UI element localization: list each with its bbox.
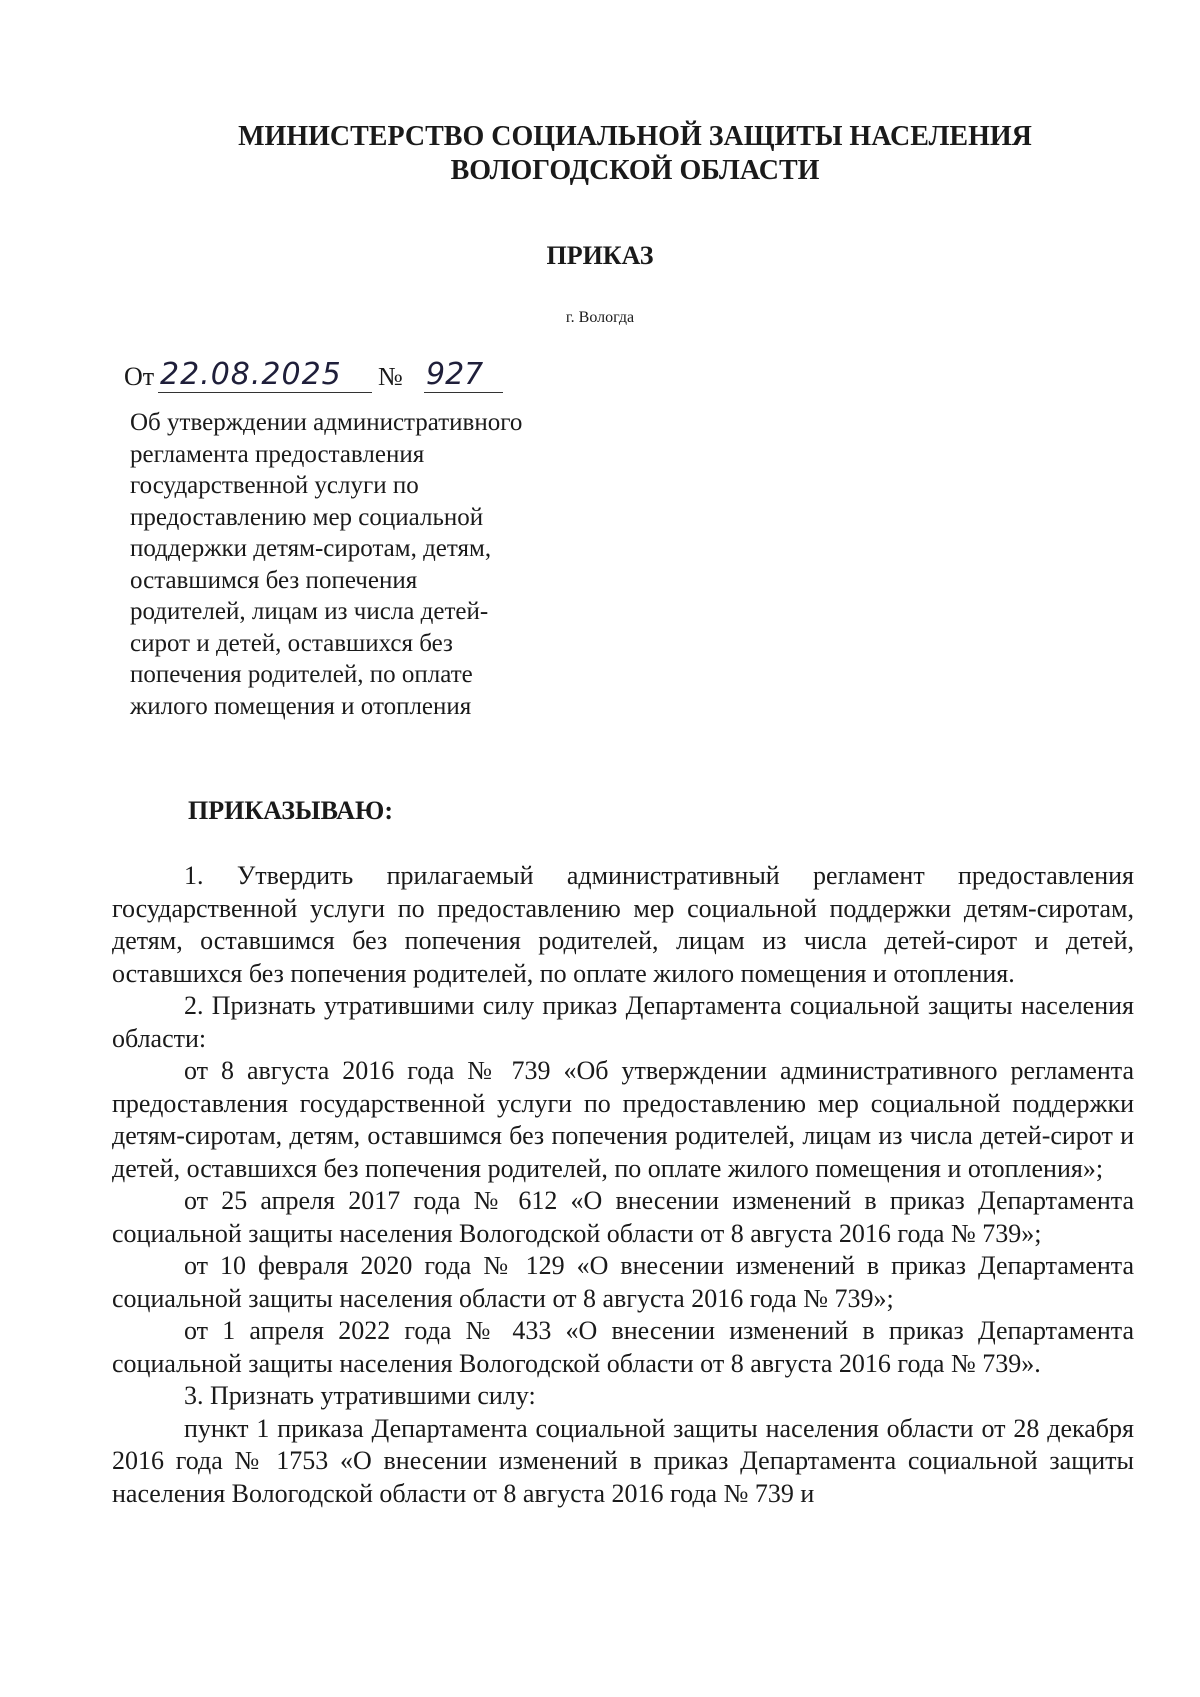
order-title: ПРИКАЗ	[546, 241, 654, 270]
handwritten-number: 927	[424, 358, 503, 393]
city-name: г. Вологда	[565, 309, 635, 326]
number-label: №	[378, 362, 403, 391]
paragraph-order-433: от 1 апреля 2022 года № 433 «О внесении изменений в приказ Департамента социальной защиты населения Вологодской области от 8 августа 2016 года № 739».	[112, 1316, 1134, 1378]
date-number-line	[124, 358, 564, 398]
subject-line: государственной услуги по	[130, 472, 419, 499]
paragraph-order-612: от 25 апреля 2017 года № 612 «О внесении изменений в приказ Департамента социальной защиты населения Вологодской области от 8 августа 2016 года № 739»;	[112, 1186, 1134, 1248]
paragraph-order-739: от 8 августа 2016 года № 739 «Об утверждении административного регламента предоставления государственной услуги по предоставлению мер социальной поддержки детям-сиротам, детям, оставшимся без попечения родителей, лицам из числа детей-сирот и детей, оставшихся без попечения родителей, по оплате жилого помещения и отопления»;	[112, 1056, 1134, 1183]
subject-line: попечения родителей, по оплате	[130, 661, 473, 688]
from-label: От	[124, 362, 155, 391]
subject-line: предоставлению мер социальной	[130, 503, 484, 531]
ministry-line-2: ВОЛОГОДСКОЙ ОБЛАСТИ	[450, 155, 820, 186]
paragraph-order-1753: пункт 1 приказа Департамента социальной защиты населения области от 28 декабря 2016 года № 1753 «О внесении изменений в приказ Департамента социальной защиты населения Вологодской области от 8 августа 2016 года № 739 и	[112, 1413, 1134, 1508]
subject-line: поддержки детям-сиротам, детям,	[130, 535, 492, 562]
order-body	[112, 860, 1134, 1510]
subject-line: Об утверждении административного	[130, 409, 523, 436]
subject-line: оставшимся без попечения	[130, 566, 418, 594]
paragraph-item-3: 3. Признать утратившими силу:	[184, 1381, 536, 1410]
ministry-name	[200, 120, 1070, 188]
subject-line: жилого помещения и отопления	[130, 692, 472, 720]
paragraph-order-129: от 10 февраля 2020 года № 129 «О внесении изменений в приказ Департамента социальной защиты населения области от 8 августа 2016 года № 739»;	[112, 1251, 1134, 1313]
command-heading: ПРИКАЗЫВАЮ:	[188, 796, 393, 825]
ministry-line-1: МИНИСТЕРСТВО СОЦИАЛЬНОЙ ЗАЩИТЫ НАСЕЛЕНИЯ	[238, 121, 1032, 152]
handwritten-date: 22.08.2025	[158, 358, 372, 393]
paragraph-item-2: 2. Признать утратившими силу приказ Департамента социальной защиты населения области:	[112, 991, 1134, 1053]
paragraph-item-1: 1. Утвердить прилагаемый административный регламент предоставления государственной услуги по предоставлению мер социальной поддержки детям-сиротам, детям, оставшимся без попечения родителей, лицам из числа детей-сирот и детей, оставшихся без попечения родителей, по оплате жилого помещения и отопления.	[112, 861, 1134, 988]
subject-line: регламента предоставления	[130, 440, 425, 468]
subject-line: родителей, лицам из числа детей-	[130, 598, 489, 625]
order-subject	[130, 407, 600, 722]
subject-line: сирот и детей, оставшихся без	[130, 629, 453, 657]
